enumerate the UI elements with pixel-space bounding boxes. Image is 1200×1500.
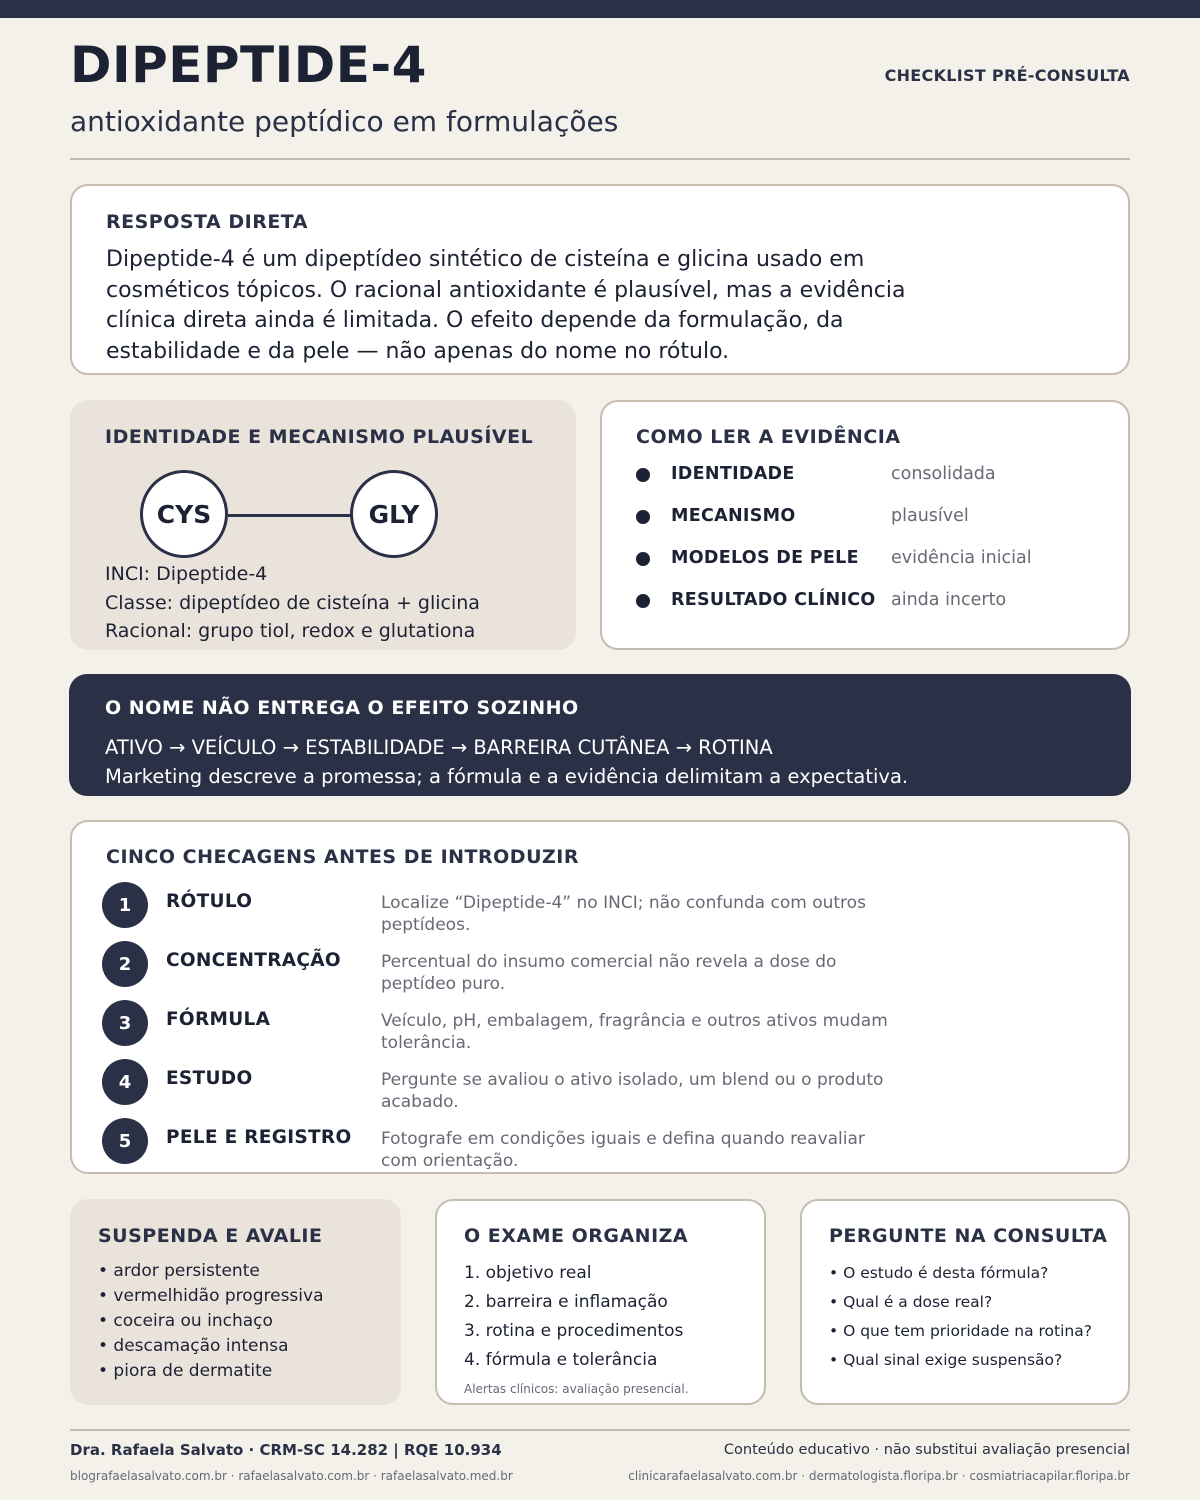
list-item: 3. rotina e procedimentos: [464, 1321, 684, 1341]
name-warning-banner: [69, 674, 1131, 796]
list-item: • O estudo é desta fórmula?: [829, 1264, 1049, 1282]
check-number: 4: [102, 1059, 148, 1105]
identity-facts: [105, 560, 480, 646]
check-item: [102, 1000, 1102, 1053]
check-key: ESTUDO: [166, 1068, 253, 1089]
banner-heading: O NOME NÃO ENTREGA O EFEITO SOZINHO: [105, 697, 579, 719]
check-item: [102, 941, 1102, 994]
evidence-row: [602, 544, 1128, 574]
ask-list: [829, 1259, 1092, 1375]
evidence-value: plausível: [891, 506, 969, 526]
evidence-key: RESULTADO CLÍNICO: [671, 590, 876, 610]
identity-fact: Classe: dipeptídeo de cisteína + glicina: [105, 591, 480, 614]
banner-text: [105, 733, 908, 791]
check-description: [381, 1010, 941, 1054]
check-description: [381, 1069, 941, 1113]
evidence-key: MECANISMO: [671, 506, 796, 526]
identity-fact: INCI: Dipeptide-4: [105, 563, 268, 585]
suspend-card: [70, 1199, 401, 1405]
check-line: peptídeo puro.: [381, 974, 506, 994]
footer-divider: [70, 1429, 1130, 1431]
list-item: • descamação intensa: [98, 1336, 289, 1356]
check-description: [381, 1128, 941, 1172]
direct-answer-line: clínica direta ainda é limitada. O efeito depende da formulação, da: [106, 308, 844, 333]
check-line: Pergunte se avaliou o ativo isolado, um blend ou o produto: [381, 1070, 884, 1090]
check-description: [381, 892, 941, 936]
list-item: • vermelhidão progressiva: [98, 1286, 324, 1306]
suspend-heading: SUSPENDA E AVALIE: [98, 1225, 323, 1247]
list-item: • piora de dermatite: [98, 1361, 273, 1381]
check-key: CONCENTRAÇÃO: [166, 950, 341, 971]
check-item: [102, 1059, 1102, 1112]
check-line: tolerância.: [381, 1033, 472, 1053]
list-item: • coceira ou inchaço: [98, 1311, 273, 1331]
top-bar: [0, 0, 1200, 18]
direct-answer-text: [106, 245, 905, 367]
exam-note: Alertas clínicos: avaliação presencial.: [464, 1382, 689, 1396]
footer-links-left: blografaelasalvato.com.br · rafaelasalvato.com.br · rafaelasalvato.med.br: [70, 1469, 513, 1483]
disclaimer: Conteúdo educativo · não substitui avaliação presencial: [723, 1442, 1130, 1458]
ask-heading: PERGUNTE NA CONSULTA: [829, 1225, 1108, 1247]
list-item: • Qual é a dose real?: [829, 1293, 993, 1311]
list-item: • Qual sinal exige suspensão?: [829, 1351, 1063, 1369]
exam-card: [435, 1199, 766, 1405]
evidence-value: consolidada: [891, 464, 996, 484]
bullet-icon: [636, 552, 650, 566]
direct-answer-line: cosméticos tópicos. O racional antioxidante é plausível, mas a evidência: [106, 277, 906, 303]
identity-fact: Racional: grupo tiol, redox e glutationa: [105, 620, 476, 642]
checks-heading: CINCO CHECAGENS ANTES DE INTRODUZIR: [106, 846, 579, 868]
direct-answer-line: estabilidade e da pele — não apenas do nome no rótulo.: [106, 338, 730, 364]
evidence-key: MODELOS DE PELE: [671, 548, 859, 568]
list-item: 2. barreira e inflamação: [464, 1292, 668, 1312]
bullet-icon: [636, 510, 650, 524]
evidence-row: [602, 502, 1128, 532]
author-credentials: Dra. Rafaela Salvato · CRM-SC 14.282 | RQE 10.934: [70, 1441, 502, 1459]
direct-answer-heading: RESPOSTA DIRETA: [106, 211, 308, 233]
bullet-icon: [636, 594, 650, 608]
check-key: PELE E REGISTRO: [166, 1127, 352, 1148]
evidence-row: [602, 460, 1128, 490]
direct-answer-card: [70, 184, 1130, 375]
check-number: 5: [102, 1118, 148, 1164]
check-item: [102, 882, 1102, 935]
suspend-list: [98, 1259, 323, 1384]
exam-list: [464, 1259, 683, 1375]
list-item: 1. objetivo real: [464, 1263, 592, 1283]
footer-links-right: clinicarafaelasalvato.com.br · dermatologista.floripa.br · cosmiatriacapilar.floripa.br: [628, 1469, 1130, 1483]
identity-card: [70, 400, 576, 650]
check-line: acabado.: [381, 1092, 459, 1112]
identity-heading: IDENTIDADE E MECANISMO PLAUSÍVEL: [105, 426, 534, 448]
evidence-value: ainda incerto: [891, 590, 1007, 610]
list-item: • O que tem prioridade na rotina?: [829, 1322, 1092, 1340]
page-title: DIPEPTIDE-4: [70, 36, 427, 94]
list-item: • ardor persistente: [98, 1261, 260, 1281]
evidence-card: [600, 400, 1130, 650]
page-subtitle: antioxidante peptídico em formulações: [70, 105, 619, 138]
exam-heading: O EXAME ORGANIZA: [464, 1225, 689, 1247]
gly-molecule: GLY: [350, 470, 438, 558]
evidence-value: evidência inicial: [891, 548, 1032, 568]
evidence-key: IDENTIDADE: [671, 464, 795, 484]
check-line: Percentual do insumo comercial não revela a dose do: [381, 952, 837, 972]
banner-flow: ATIVO → VEÍCULO → ESTABILIDADE → BARREIRA CUTÂNEA → ROTINA: [105, 736, 773, 759]
cys-molecule: CYS: [140, 470, 228, 558]
list-item: 4. fórmula e tolerância: [464, 1350, 658, 1370]
check-key: RÓTULO: [166, 891, 253, 912]
check-number: 3: [102, 1000, 148, 1046]
check-line: com orientação.: [381, 1151, 519, 1171]
check-number: 1: [102, 882, 148, 928]
banner-note: Marketing descreve a promessa; a fórmula e a evidência delimitam a expectativa.: [105, 765, 909, 788]
ask-card: [800, 1199, 1130, 1405]
check-number: 2: [102, 941, 148, 987]
check-item: [102, 1118, 1102, 1171]
check-line: peptídeos.: [381, 915, 471, 935]
checklist-tag: CHECKLIST PRÉ-CONSULTA: [884, 66, 1130, 85]
check-line: Localize “Dipeptide-4” no INCI; não confunda com outros: [381, 893, 866, 913]
check-line: Veículo, pH, embalagem, fragrância e outros ativos mudam: [381, 1011, 888, 1031]
header-divider: [70, 158, 1130, 160]
molecule-bond: [228, 514, 353, 517]
bullet-icon: [636, 468, 650, 482]
direct-answer-line: Dipeptide-4 é um dipeptídeo sintético de cisteína e glicina usado em: [106, 247, 865, 272]
check-description: [381, 951, 941, 995]
checks-card: [70, 820, 1130, 1174]
evidence-heading: COMO LER A EVIDÊNCIA: [636, 426, 901, 448]
check-key: FÓRMULA: [166, 1009, 271, 1030]
evidence-row: [602, 586, 1128, 616]
check-line: Fotografe em condições iguais e defina quando reavaliar: [381, 1129, 865, 1149]
